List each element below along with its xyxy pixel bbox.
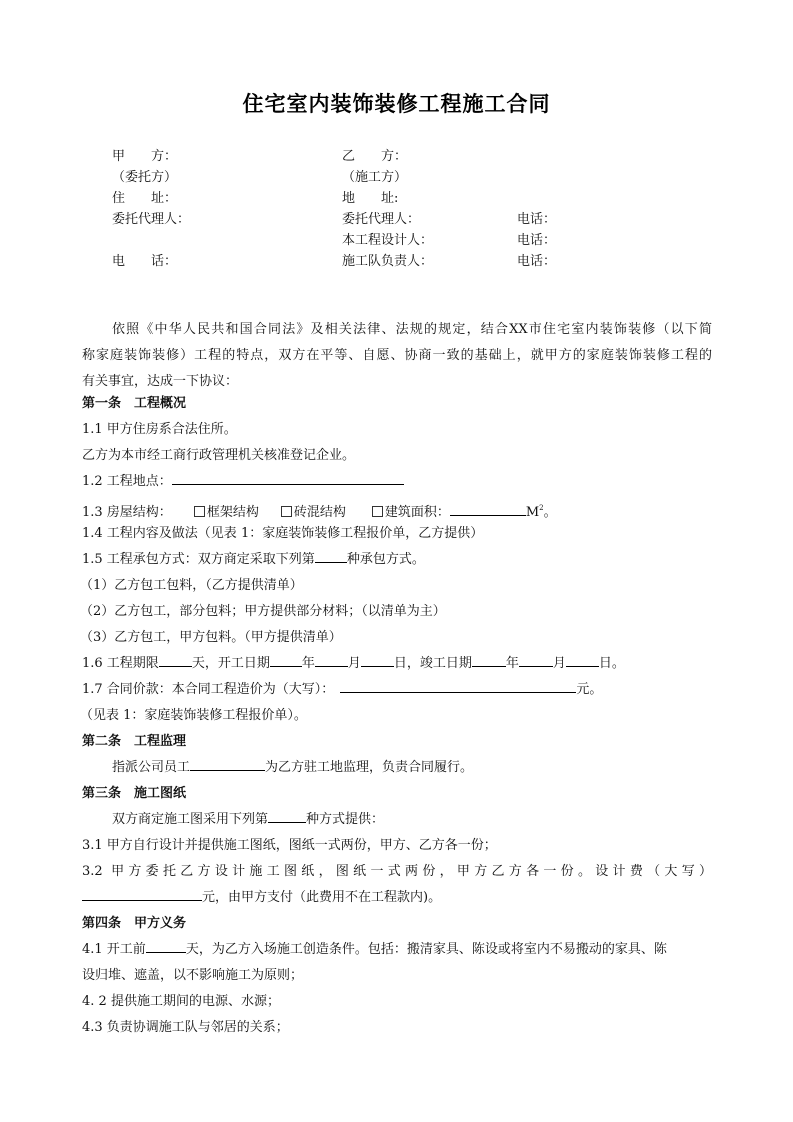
building-area-blank[interactable]: [450, 503, 526, 516]
party-b-phone-3: 电话：: [517, 254, 557, 269]
article-3-heading: 第三条 施工图纸: [82, 786, 187, 801]
building-area-checkbox[interactable]: [372, 506, 383, 517]
clause-1-7-end: 元。: [576, 682, 603, 697]
brick-structure-checkbox[interactable]: [281, 506, 292, 517]
supervisor-name-blank[interactable]: [190, 758, 265, 771]
party-b-label: 乙 方：: [342, 149, 408, 164]
option-1: （1）乙方包工包料，（乙方提供清单）: [80, 578, 303, 593]
project-site-blank[interactable]: [172, 472, 404, 485]
day-label-2: 日。: [598, 656, 625, 671]
clause-1-1-b: 乙方为本市经工商行政管理机关核准登记企业。: [82, 448, 356, 463]
article-2-heading: 第二条 工程监理: [82, 734, 187, 749]
start-year-blank[interactable]: [270, 654, 302, 667]
party-a-phone-label: 电 话：: [112, 254, 178, 269]
party-a-address-label: 住 址：: [112, 191, 178, 206]
team-leader-label: 施工队负责人：: [342, 254, 434, 269]
intro-line-1: 依照《中华人民共和国合同法》及相关法律、法规的规定，结合XX市住宅室内装饰装修（以下简: [112, 322, 712, 337]
clause-1-3-text: 1.3 房屋结构：: [82, 505, 172, 520]
drawing-method-blank[interactable]: [268, 810, 306, 823]
finish-date-label: 日，竣工日期: [393, 656, 472, 671]
year-label: 年: [301, 656, 315, 671]
prep-days-blank[interactable]: [146, 940, 186, 953]
clause-1-2-text: 1.2 工程地点：: [82, 474, 172, 489]
intro-line-2: 称家庭装饰装修）工程的特点，双方在平等、自愿、协商一致的基础上，就甲方的家庭装饰装修工程的: [82, 348, 712, 363]
start-day-blank[interactable]: [361, 654, 394, 667]
clause-1-7-text: 1.7 合同价款：本合同工程造价为（大写）：: [82, 682, 335, 697]
contract-method-blank[interactable]: [315, 550, 347, 563]
clause-3-1: 3.1 甲方自行设计并提供施工图纸，图纸一式两份，甲方、乙方各一份；: [82, 838, 497, 853]
frame-structure-label: 框架结构: [206, 505, 259, 520]
area-unit: M: [525, 505, 540, 520]
article-4-heading: 第四条 甲方义务: [82, 916, 187, 931]
clause-3-2-cont: [82, 885, 712, 911]
finish-day-blank[interactable]: [566, 654, 599, 667]
clause-4-1: [82, 937, 712, 963]
clause-1-6-text: 1.6 工程期限: [82, 656, 159, 671]
party-b-role: （施工方）: [342, 170, 408, 185]
frame-structure-checkbox[interactable]: [194, 506, 205, 517]
option-2: （2）乙方包工，部分包料；甲方提供部分材料；（以清单为主）: [80, 604, 446, 619]
party-b-phone-1: 电话：: [517, 212, 557, 227]
clause-4-2: 4. 2 提供施工期间的电源、水源；: [82, 994, 280, 1009]
article-2-text-b: 为乙方驻工地监理，负责合同履行。: [265, 760, 474, 775]
article-3-text-b: 种方式提供：: [306, 812, 385, 827]
clause-1-6: [82, 651, 712, 677]
clause-3-2: 3.2 甲方委托乙方设计施工图纸，图纸一式两份，甲方乙方各一份。设计费（大写）: [82, 864, 712, 879]
party-a-role: （委托方）: [112, 170, 178, 185]
brick-structure-label: 砖混结构: [293, 505, 346, 520]
clause-1-2: [82, 469, 712, 495]
party-a-agent-label: 委托代理人：: [112, 212, 191, 227]
contract-price-blank[interactable]: [340, 680, 576, 693]
month-label: 月: [347, 656, 361, 671]
article-2-text-a: 指派公司员工: [112, 760, 191, 775]
duration-days-blank[interactable]: [159, 654, 192, 667]
finish-month-blank[interactable]: [519, 654, 553, 667]
article-3-text-a: 双方商定施工图采用下列第: [112, 812, 269, 827]
intro-line-3: 有关事宜，达成一下协议：: [82, 374, 239, 389]
clause-4-1-text-b: 天，为乙方入场施工创造条件。包括：搬清家具、陈设或将室内不易搬动的家具、陈: [185, 942, 667, 957]
month-label-2: 月: [552, 656, 566, 671]
start-date-label: 天，开工日期: [191, 656, 270, 671]
article-3-text: [112, 807, 742, 833]
clause-1-4: 1.4 工程内容及做法（见表 1：家庭装饰装修工程报价单，乙方提供）: [82, 526, 484, 541]
building-area-label: 建筑面积：: [384, 505, 450, 520]
article-2-text: [112, 755, 742, 781]
clause-3-2-end: 元，由甲方支付（此费用不在工程款内)。: [202, 890, 442, 905]
option-3: （3）乙方包工，甲方包料。（甲方提供清单）: [80, 630, 342, 645]
clause-4-1-text: 4.1 开工前: [82, 942, 146, 957]
party-b-agent-label: 委托代理人：: [342, 212, 421, 227]
clause-1-7-note: （见表 1：家庭装饰装修工程报价单）。: [80, 708, 307, 723]
start-month-blank[interactable]: [315, 654, 348, 667]
article-1-heading: 第一条 工程概况: [82, 396, 187, 411]
page-title: 住宅室内装饰装修工程施工合同: [242, 92, 551, 116]
party-b-address-label: 地 址:: [342, 191, 399, 206]
party-a-label: 甲 方：: [112, 149, 178, 164]
clause-1-5-text-end: 种承包方式。: [346, 552, 425, 567]
clause-1-5: [82, 547, 712, 573]
clause-4-3: 4.3 负责协调施工队与邻居的关系；: [82, 1020, 289, 1035]
clause-4-1-cont: 设归堆、遮盖，以不影响施工为原则；: [82, 968, 304, 983]
party-b-phone-2: 电话：: [517, 233, 557, 248]
clause-1-1: 1.1 甲方住房系合法住所。: [82, 422, 237, 437]
clause-1-7: [82, 677, 712, 703]
area-unit-superscript: 2: [539, 504, 544, 512]
clause-1-3-end: 。: [543, 505, 557, 520]
finish-year-blank[interactable]: [472, 654, 506, 667]
clause-1-5-text: 1.5 工程承包方式：双方商定采取下列第: [82, 552, 315, 567]
designer-label: 本工程设计人：: [342, 233, 434, 248]
design-fee-blank[interactable]: [82, 888, 202, 901]
year-label-2: 年: [505, 656, 519, 671]
